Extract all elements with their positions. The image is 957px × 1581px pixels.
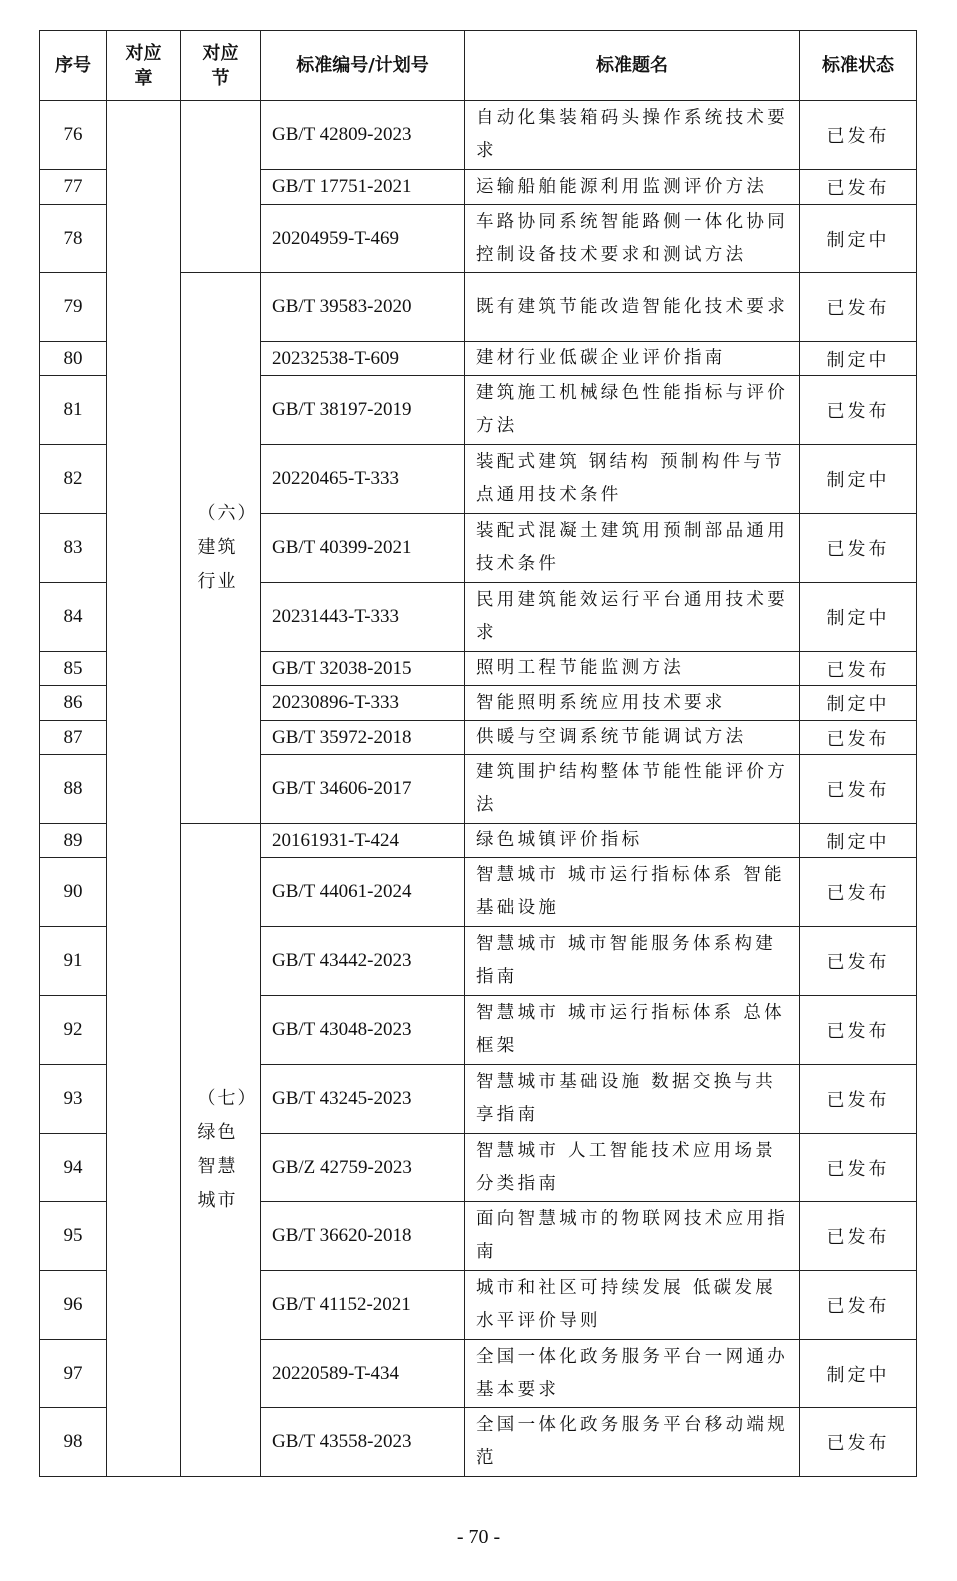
row-title: 建材行业低碳企业评价指南: [465, 342, 800, 376]
row-status: 已发布: [800, 1271, 917, 1340]
row-seq: 96: [40, 1271, 107, 1340]
chapter-cell: [107, 101, 181, 1477]
row-title: 绿色城镇评价指标: [465, 824, 800, 858]
row-seq: 78: [40, 205, 107, 273]
header-code: 标准编号/计划号: [261, 31, 465, 101]
row-status: 已发布: [800, 1065, 917, 1134]
row-title: 智慧城市 人工智能技术应用场景分类指南: [465, 1134, 800, 1202]
row-status: 制定中: [800, 342, 917, 376]
row-code: GB/T 43245-2023: [261, 1065, 465, 1134]
header-chapter: [107, 31, 181, 101]
section-six-label: （六）建筑行业: [197, 503, 258, 592]
row-status: 制定中: [800, 686, 917, 721]
row-code: GB/T 34606-2017: [261, 755, 465, 824]
row-seq: 89: [40, 824, 107, 858]
header-chapter-text: 对应章: [125, 42, 162, 89]
row-status: 制定中: [800, 824, 917, 858]
row-title: 全国一体化政务服务平台移动端规范: [465, 1408, 800, 1477]
row-title: 运输船舶能源利用监测评价方法: [465, 170, 800, 205]
row-title: 民用建筑能效运行平台通用技术要求: [465, 583, 800, 652]
row-code: 20204959-T-469: [261, 205, 465, 273]
row-title: 面向智慧城市的物联网技术应用指南: [465, 1202, 800, 1271]
row-title: 既有建筑节能改造智能化技术要求: [465, 273, 800, 342]
standards-table: [39, 30, 917, 1477]
row-status: 已发布: [800, 170, 917, 205]
row-seq: 91: [40, 927, 107, 996]
row-status: 已发布: [800, 652, 917, 686]
row-code: GB/T 32038-2015: [261, 652, 465, 686]
row-status: 已发布: [800, 1134, 917, 1202]
row-title: 装配式建筑 钢结构 预制构件与节点通用技术条件: [465, 445, 800, 514]
row-seq: 79: [40, 273, 107, 342]
row-seq: 87: [40, 721, 107, 755]
row-status: 已发布: [800, 1202, 917, 1271]
row-seq: 83: [40, 514, 107, 583]
table-header-row: [40, 31, 917, 101]
row-seq: 86: [40, 686, 107, 721]
row-status: 已发布: [800, 858, 917, 927]
row-title: 城市和社区可持续发展 低碳发展水平评价导则: [465, 1271, 800, 1340]
row-status: 制定中: [800, 445, 917, 514]
row-title: 智慧城市基础设施 数据交换与共享指南: [465, 1065, 800, 1134]
row-title: 智能照明系统应用技术要求: [465, 686, 800, 721]
row-status: 已发布: [800, 1408, 917, 1477]
section-cell-six: [181, 273, 261, 824]
row-code: 20231443-T-333: [261, 583, 465, 652]
row-seq: 77: [40, 170, 107, 205]
row-code: GB/T 40399-2021: [261, 514, 465, 583]
row-status: 已发布: [800, 721, 917, 755]
row-code: GB/Z 42759-2023: [261, 1134, 465, 1202]
row-status: 制定中: [800, 583, 917, 652]
row-title: 建筑围护结构整体节能性能评价方法: [465, 755, 800, 824]
row-code: GB/T 42809-2023: [261, 101, 465, 170]
row-title: 照明工程节能监测方法: [465, 652, 800, 686]
row-code: GB/T 43048-2023: [261, 996, 465, 1065]
row-title: 智慧城市 城市运行指标体系 智能基础设施: [465, 858, 800, 927]
row-code: GB/T 43558-2023: [261, 1408, 465, 1477]
row-code: 20230896-T-333: [261, 686, 465, 721]
row-code: GB/T 43442-2023: [261, 927, 465, 996]
row-code: 20161931-T-424: [261, 824, 465, 858]
row-seq: 81: [40, 376, 107, 445]
row-seq: 97: [40, 1340, 107, 1408]
row-seq: 90: [40, 858, 107, 927]
row-seq: 92: [40, 996, 107, 1065]
row-code: GB/T 41152-2021: [261, 1271, 465, 1340]
header-section-text: 对应节: [202, 42, 239, 89]
row-code: GB/T 39583-2020: [261, 273, 465, 342]
row-status: 已发布: [800, 996, 917, 1065]
row-title: 车路协同系统智能路侧一体化协同控制设备技术要求和测试方法: [465, 205, 800, 273]
row-status: 已发布: [800, 273, 917, 342]
row-title: 全国一体化政务服务平台一网通办基本要求: [465, 1340, 800, 1408]
header-title: 标准题名: [465, 31, 800, 101]
row-title: 智慧城市 城市运行指标体系 总体框架: [465, 996, 800, 1065]
row-code: GB/T 36620-2018: [261, 1202, 465, 1271]
row-seq: 76: [40, 101, 107, 170]
row-status: 已发布: [800, 514, 917, 583]
row-seq: 93: [40, 1065, 107, 1134]
row-title: 建筑施工机械绿色性能指标与评价方法: [465, 376, 800, 445]
table-row: [40, 101, 917, 170]
row-seq: 94: [40, 1134, 107, 1202]
row-seq: 98: [40, 1408, 107, 1477]
row-status: 已发布: [800, 927, 917, 996]
row-code: GB/T 17751-2021: [261, 170, 465, 205]
row-status: 已发布: [800, 376, 917, 445]
header-status: 标准状态: [800, 31, 917, 101]
section-seven-label: （七）绿色智慧城市: [197, 1088, 258, 1211]
page-number: - 70 -: [456, 1526, 501, 1548]
row-code: GB/T 44061-2024: [261, 858, 465, 927]
row-status: 已发布: [800, 755, 917, 824]
row-title: 供暖与空调系统节能调试方法: [465, 721, 800, 755]
row-title: 智慧城市 城市智能服务体系构建指南: [465, 927, 800, 996]
row-status: 制定中: [800, 1340, 917, 1408]
row-code: GB/T 38197-2019: [261, 376, 465, 445]
row-title: 自动化集装箱码头操作系统技术要求: [465, 101, 800, 170]
header-seq: 序号: [40, 31, 107, 101]
row-seq: 88: [40, 755, 107, 824]
row-code: 20220589-T-434: [261, 1340, 465, 1408]
row-seq: 85: [40, 652, 107, 686]
row-status: 已发布: [800, 101, 917, 170]
row-code: GB/T 35972-2018: [261, 721, 465, 755]
section-cell-seven: [181, 824, 261, 1477]
header-section: [181, 31, 261, 101]
row-seq: 84: [40, 583, 107, 652]
row-seq: 82: [40, 445, 107, 514]
row-seq: 95: [40, 1202, 107, 1271]
row-seq: 80: [40, 342, 107, 376]
row-title: 装配式混凝土建筑用预制部品通用技术条件: [465, 514, 800, 583]
row-code: 20220465-T-333: [261, 445, 465, 514]
row-code: 20232538-T-609: [261, 342, 465, 376]
section-cell-blank: [181, 101, 261, 273]
row-status: 制定中: [800, 205, 917, 273]
